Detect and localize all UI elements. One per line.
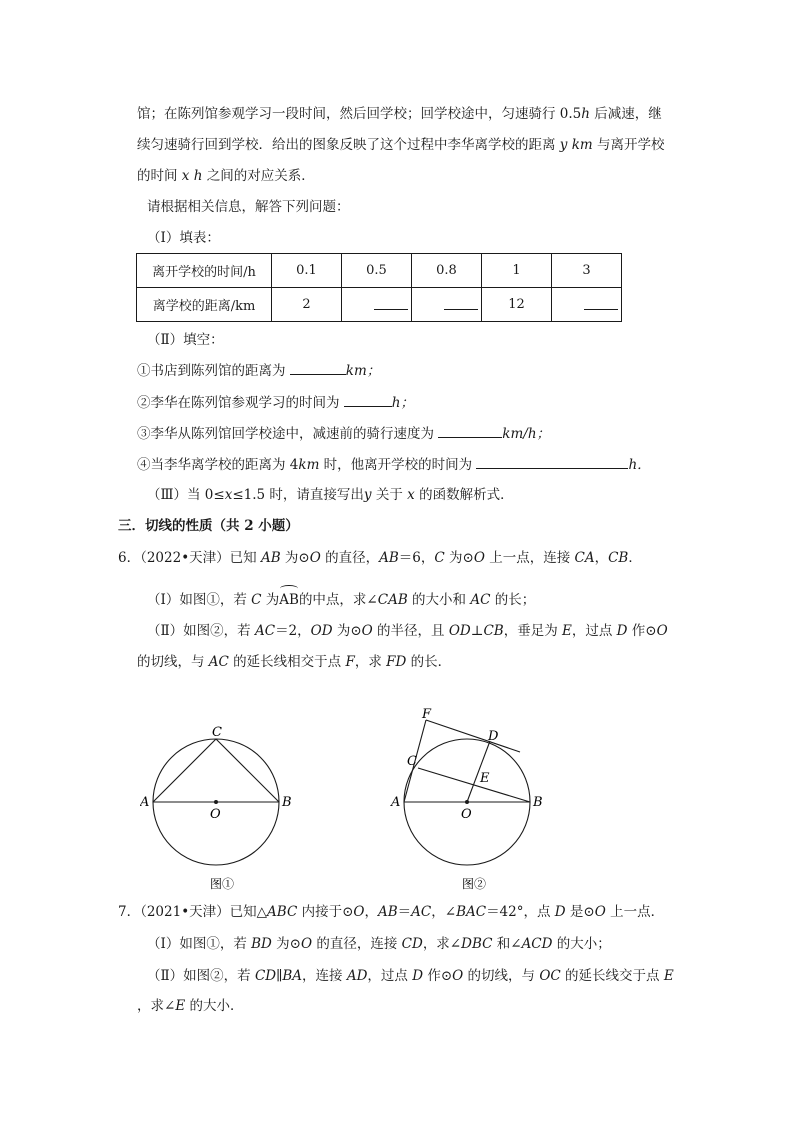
answer-blank[interactable] — [438, 423, 502, 438]
label-d: D — [488, 729, 499, 744]
q7-stem: 7．（2021•天津）已知△ABC 内接于⊙O，AB＝AC，∠BAC＝42°，点 D 是⊙O 上一点． — [118, 904, 665, 920]
table-row — [137, 254, 622, 288]
table-blank-cell[interactable] — [342, 288, 412, 322]
part2-title: （Ⅱ）填空： — [147, 332, 224, 348]
table-cell: 0.8 — [412, 254, 482, 288]
fill-in-table — [136, 253, 622, 322]
answer-blank[interactable] — [476, 454, 628, 469]
section-title: 三．切线的性质（共 2 小题） — [118, 518, 299, 534]
arc-ab: AB — [279, 592, 299, 608]
table-blank-cell[interactable] — [412, 288, 482, 322]
figure-1 — [140, 712, 300, 897]
part2-q1: ①书店到陈列馆的距离为 km； — [137, 360, 380, 381]
figure-1-caption: 图① — [210, 877, 235, 891]
answer-blank[interactable] — [374, 295, 408, 310]
q6-stem: 6．（2022•天津）已知 AB 为⊙O 的直径，AB＝6，C 为⊙O 上一点，连接 CA，CB． — [118, 550, 642, 566]
part2-q4: ④当李华离学校的距离为 4km 时，他离开学校的时间为 h． — [137, 454, 651, 475]
part2-q2: ②李华在陈列馆参观学习的时间为 h； — [137, 392, 414, 413]
table-cell: 1 — [482, 254, 552, 288]
figure-2 — [388, 704, 558, 897]
intro-line-3: 的时间 x h 之间的对应关系． — [137, 168, 315, 184]
table-cell: 0.1 — [272, 254, 342, 288]
table-row — [137, 288, 622, 322]
label-c: C — [407, 754, 417, 769]
q6-part2-cont: 的切线，与 AC 的延长线相交于点 F，求 FD 的长． — [137, 654, 452, 670]
tangent-fd — [426, 720, 520, 752]
segment-ca — [153, 739, 216, 802]
table-cell: 2 — [272, 288, 342, 322]
center-dot — [465, 800, 469, 804]
label-e: E — [480, 771, 490, 786]
table-cell: 0.5 — [342, 254, 412, 288]
intro-line-4: 请根据相关信息，解答下列问题： — [147, 199, 350, 215]
table-blank-cell[interactable] — [552, 288, 622, 322]
part3-line: （Ⅲ）当 0≤x≤1.5 时，请直接写出y 关于 x 的函数解析式． — [147, 487, 514, 503]
q7-part2-cont: ，求∠E 的大小． — [137, 998, 244, 1014]
intro-line-2: 续匀速骑行回到学校．给出的图象反映了这个过程中李华离学校的距离 y km 与离开学校 — [137, 137, 665, 153]
label-b: B — [533, 795, 543, 810]
part2-q3: ③李华从陈列馆回学校途中，减速前的骑行速度为 km/h； — [137, 423, 550, 444]
table-cell: 3 — [552, 254, 622, 288]
table-row-head: 离学校的距离/km — [137, 288, 272, 322]
label-o: O — [461, 807, 472, 822]
label-a: A — [140, 795, 150, 810]
label-b: B — [282, 795, 292, 810]
q7-part1: （Ⅰ）如图①，若 BD 为⊙O 的直径，连接 CD，求∠DBC 和∠ACD 的大小； — [147, 936, 611, 952]
segment-cb — [418, 768, 530, 802]
table-row-head: 离开学校的时间/h — [137, 254, 272, 288]
label-c: C — [212, 725, 222, 740]
segment-cb — [216, 739, 279, 802]
q6-part2: （Ⅱ）如图②，若 AC＝2，OD 为⊙O 的半径，且 OD⊥CB，垂足为 E，过点 D 作⊙O — [147, 623, 668, 639]
answer-blank[interactable] — [444, 295, 478, 310]
answer-blank[interactable] — [584, 295, 618, 310]
figure-2-caption: 图② — [462, 877, 487, 891]
center-dot — [214, 800, 218, 804]
part1-title: （Ⅰ）填表： — [147, 230, 220, 246]
table-cell: 12 — [482, 288, 552, 322]
label-o: O — [210, 807, 221, 822]
label-a: A — [391, 795, 401, 810]
intro-line-1: 馆；在陈列馆参观学习一段时间，然后回学校；回学校途中，匀速骑行 0.5h 后减速，继 — [137, 106, 662, 122]
q6-part1: （Ⅰ）如图①，若 C 为AB的中点，求∠CAB 的大小和 AC 的长； — [147, 592, 536, 608]
answer-blank[interactable] — [290, 360, 346, 375]
q7-part2: （Ⅱ）如图②，若 CD∥BA，连接 AD，过点 D 作⊙O 的切线，与 OC 的延长线交于点 E — [147, 968, 674, 984]
label-f: F — [422, 707, 432, 722]
answer-blank[interactable] — [344, 392, 392, 407]
